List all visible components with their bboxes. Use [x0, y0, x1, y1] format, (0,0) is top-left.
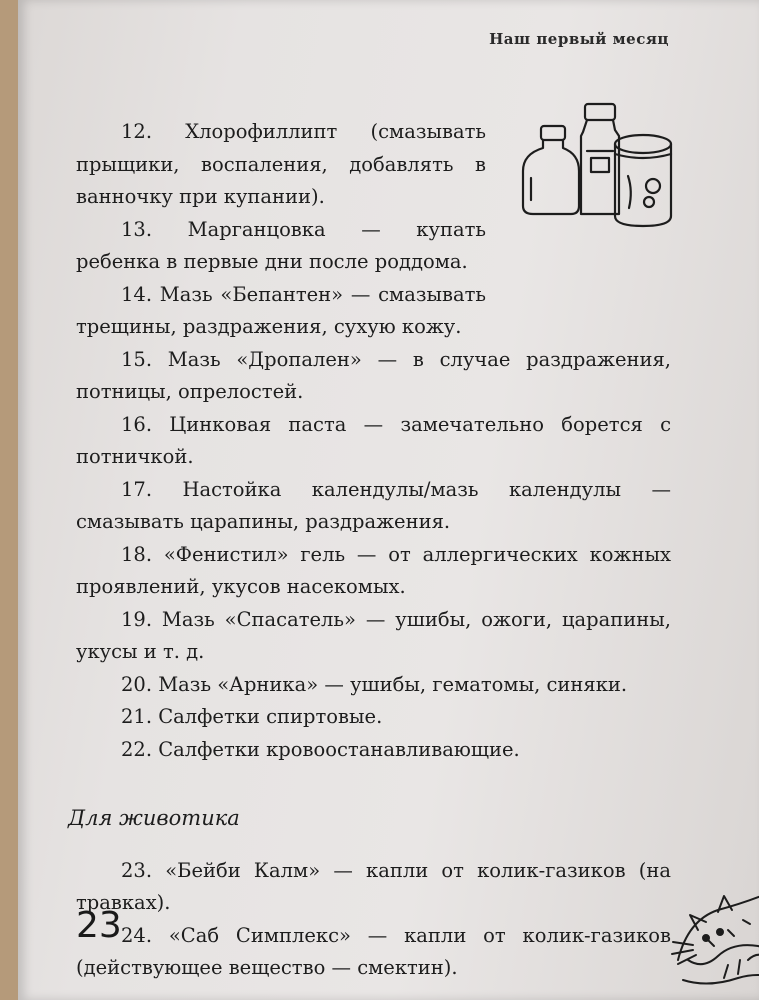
section-title: Для животика	[68, 806, 240, 830]
list-item: 21. Салфетки спиртовые.	[121, 705, 383, 728]
list-item: 14. Мазь «Бепантен» — смазывать трещины, раздражения, сухую кожу.	[76, 282, 486, 338]
list-item: 23. «Бейби Калм» — капли от колик-газиков (на травках).	[76, 858, 671, 914]
list-item: 22. Салфетки кровоостанавливающие.	[121, 737, 520, 761]
list-item: 12. Хлорофиллипт (смазывать прыщики, воспаления, добавлять в ванночку при купании).	[76, 120, 486, 208]
list-item: 16. Цинковая паста — замечательно борется с потничкой.	[76, 412, 671, 468]
list-item: 15. Мазь «Дропален» — в случае раздражения, потницы, опрелостей.	[76, 347, 671, 403]
list-item: 24. «Саб Симплекс» — капли от колик-газиков (действующее вещество — смектин).	[76, 923, 671, 979]
book-page	[18, 0, 759, 1000]
cat-illustration	[658, 860, 759, 1000]
running-header: Наш первый месяц	[489, 30, 669, 48]
list-item: 19. Мазь «Спасатель» — ушибы, ожоги, царапины, укусы и т. д.	[76, 607, 671, 663]
page-number: 23	[76, 905, 122, 946]
list-item: 20. Мазь «Арника» — ушибы, гематомы, синяки.	[121, 672, 628, 696]
list-item: 17. Настойка календулы/мазь календулы — смазывать царапины, раздражения.	[76, 477, 671, 533]
list-item: 13. Марганцовка — купать ребенка в первые дни после роддома.	[76, 217, 486, 273]
content	[68, 116, 671, 985]
list-item: 18. «Фенистил» гель — от аллергических кожных проявлений, укусов насекомых.	[76, 542, 671, 598]
